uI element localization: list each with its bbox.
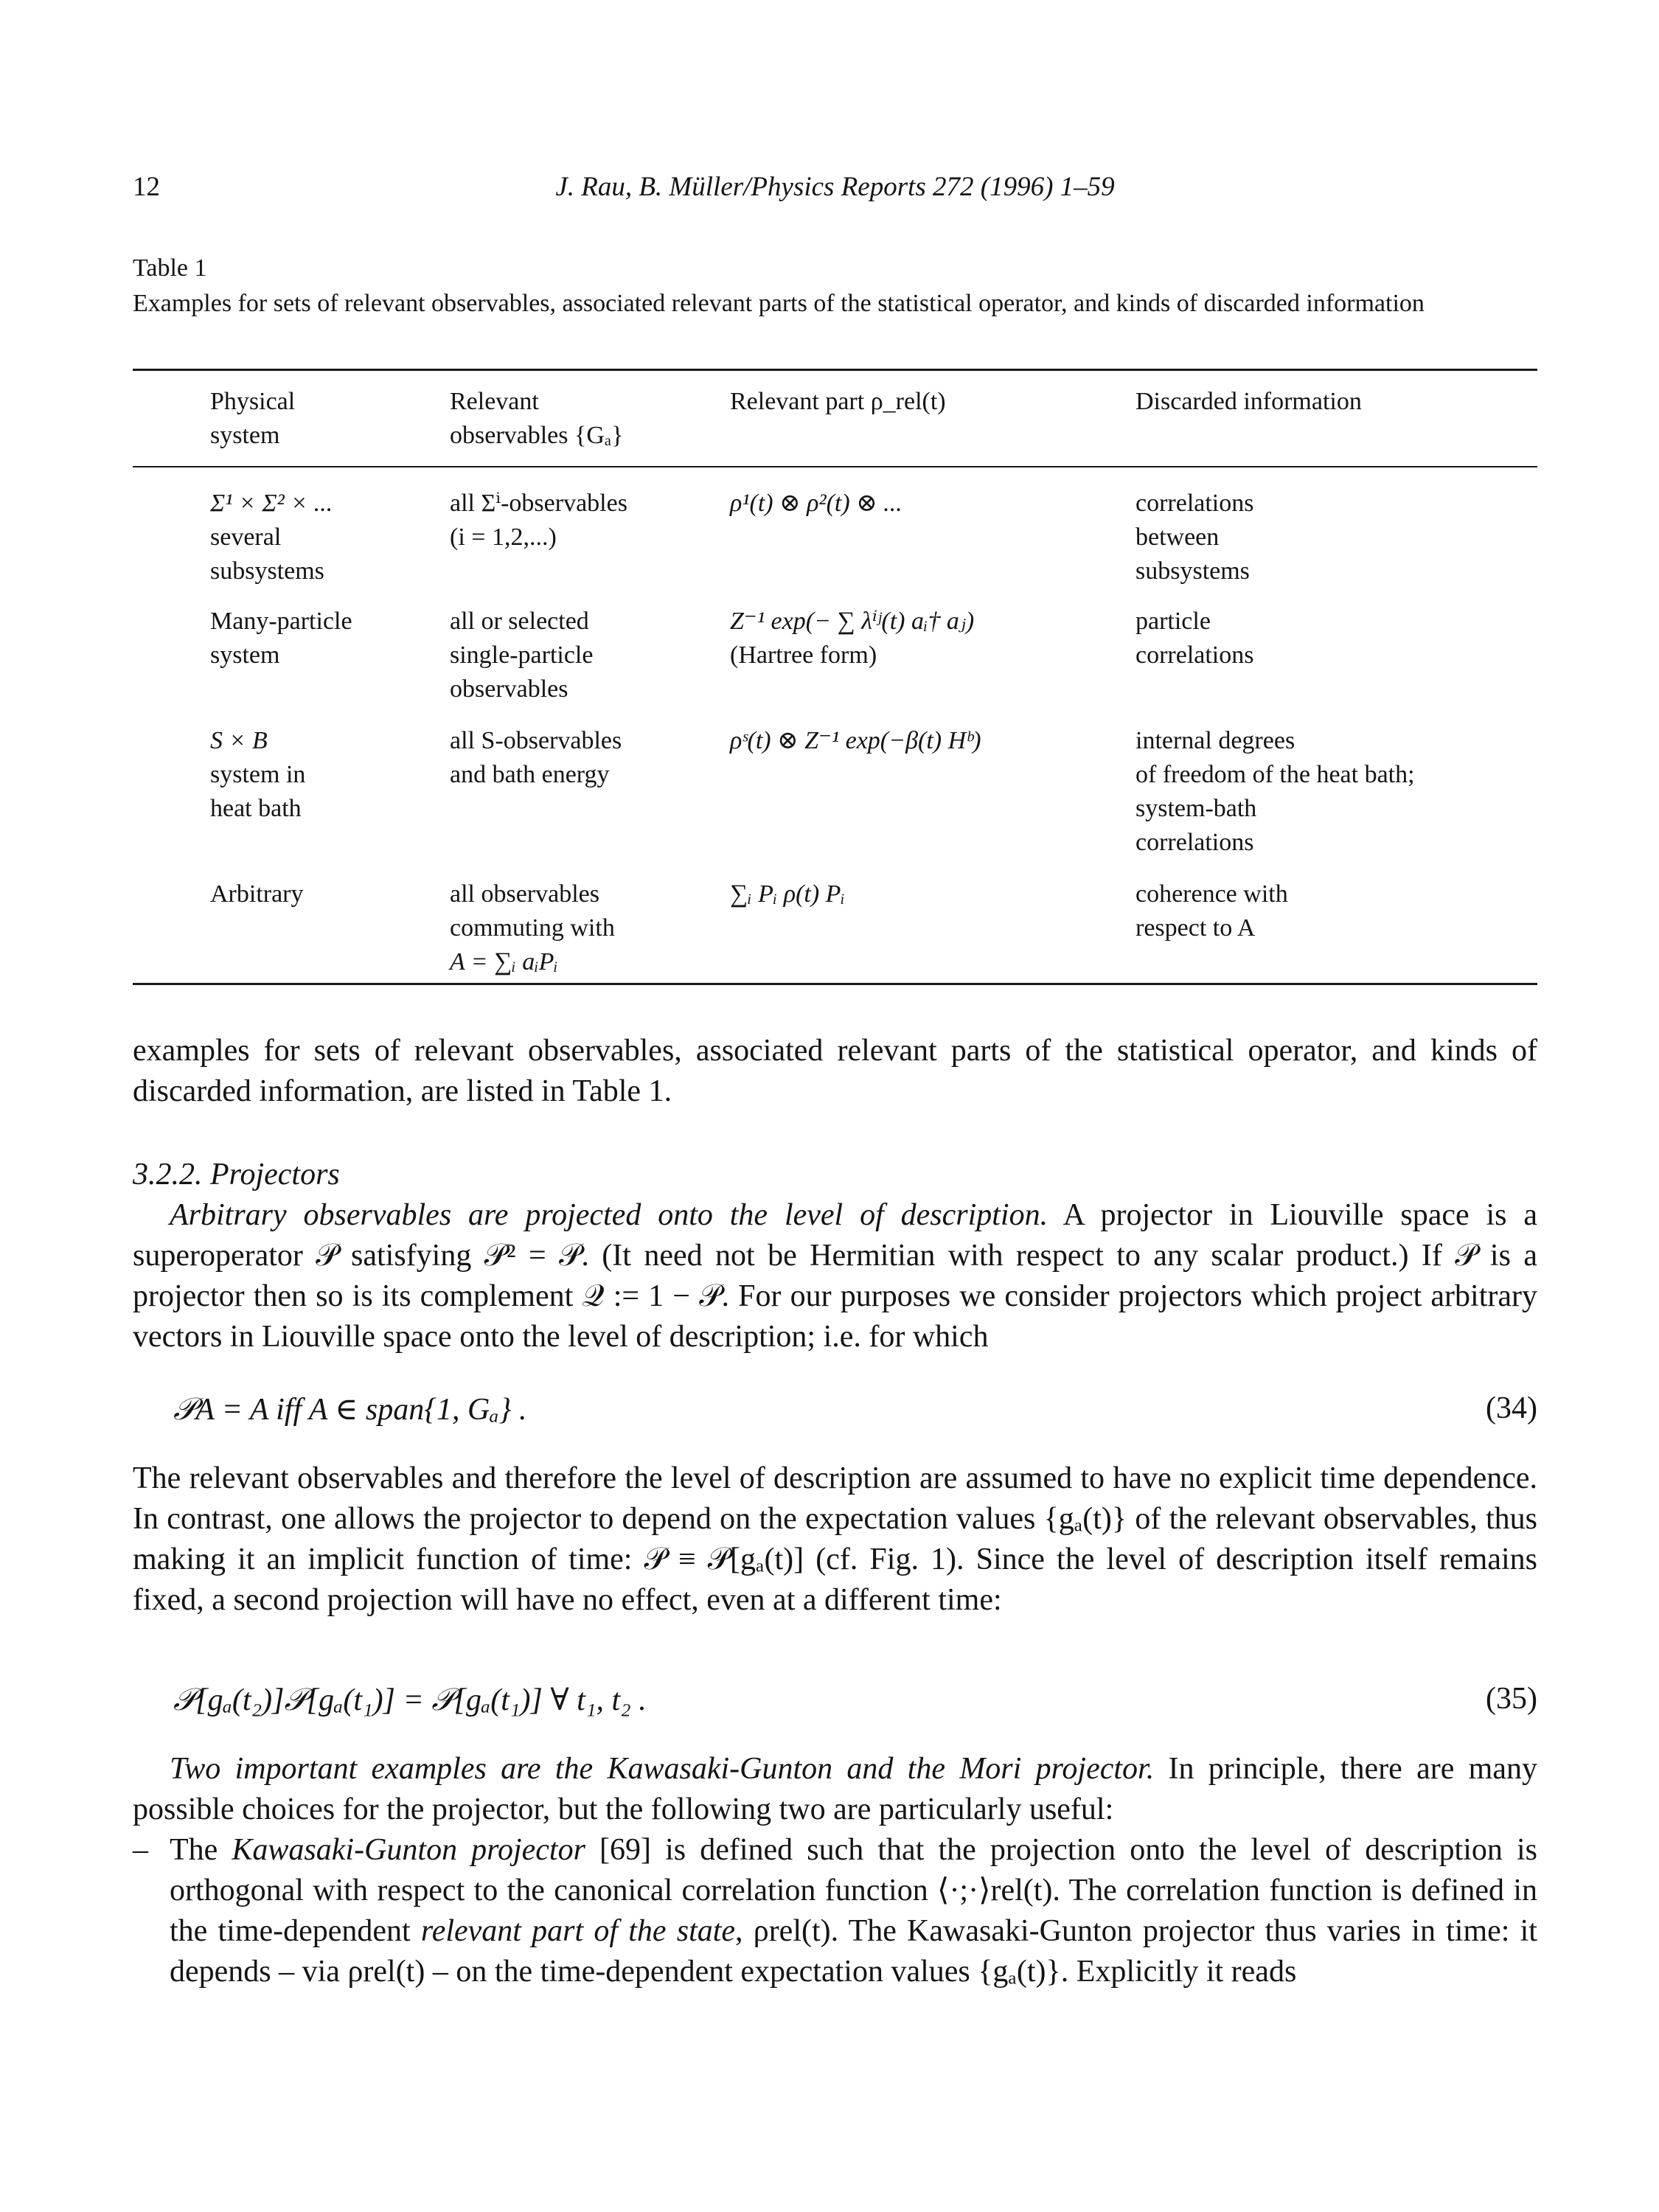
equation-35-expression: 𝒫[gₐ(t₂)]𝒫[gₐ(t₁)] = 𝒫[gₐ(t₁)] ∀ t₁, t₂ .	[173, 1683, 647, 1717]
section-heading: 3.2.2. Projectors	[133, 1158, 340, 1192]
page	[133, 0, 1537, 2212]
paragraph-time-dependence: The relevant observables and therefore the level of description are assumed to have no explicit time dependence. In contrast, one allows the projector to depend on the expectation values {gₐ(t)} of the relevant observables, thus making it an implicit function of time: 𝒫 ≡ 𝒫[gₐ(t)] (cf. Fig. 1). Since the level of description itself remains fixed, a second projection will have no effect, even at a different time:	[133, 1461, 1537, 1617]
cell-rho-rel: ∑ᵢ Pᵢ ρ(t) Pᵢ	[730, 880, 845, 908]
cell-discarded: coherence with respect to A	[1135, 880, 1288, 942]
list-item-kawasaki-gunton: – The Kawasaki-Gunton projector [69] is defined such that the projection onto the level of description is orthogonal with respect to the canonical correlation function ⟨·;·⟩rel(t). The correlation function is defined in the time-dependent relevant part of the state, ρrel(t). The Kawasaki-Gunton projector thus varies in time: it depends – via ρrel(t) – on the time-dependent expectation values {gₐ(t)}. Explicitly it reads	[133, 1830, 1537, 1992]
term-relevant-part: relevant part of the state	[420, 1914, 736, 1948]
body-section-1	[133, 1031, 1537, 1112]
cell-system: Σ¹ × Σ² × ... several subsystems	[210, 490, 333, 585]
cell-rho-rel: ρ¹(t) ⊗ ρ²(t) ⊗ ...	[730, 490, 902, 517]
paragraph-table-reference: examples for sets of relevant observables, associated relevant parts of the statistical operator, and kinds of discarded information, are listed in Table 1.	[133, 1034, 1537, 1108]
table-caption	[133, 251, 1537, 321]
table-bottom-rule	[133, 983, 1537, 985]
equation-34-expression: 𝒫A = A iff A ∈ span{1, Gₐ} .	[173, 1393, 527, 1427]
cell-system: Many-particle system	[210, 608, 352, 669]
equation-34-number: (34)	[1486, 1391, 1537, 1425]
page-header	[133, 171, 1537, 215]
cell-discarded: internal degrees of freedom of the heat bath; system-bath correlations	[1135, 727, 1415, 856]
term-kawasaki-gunton: Kawasaki-Gunton projector	[232, 1833, 585, 1867]
table-label: Table 1	[133, 254, 207, 282]
running-head: J. Rau, B. Müller/Physics Reports 272 (1996) 1–59	[555, 172, 1115, 202]
table-header-rule	[133, 466, 1537, 467]
cell-observables: all observables commuting with A = ∑ᵢ aᵢPᵢ	[450, 880, 615, 975]
cell-system: S × B system in heat bath	[210, 727, 306, 822]
cell-rho-rel: Z⁻¹ exp(− ∑ λⁱʲ(t) aᵢ† aⱼ) (Hartree form)	[730, 608, 975, 669]
cell-discarded: correlations between subsystems	[1135, 490, 1254, 585]
paragraph-lead: Arbitrary observables are projected onto the level of description.	[170, 1198, 1048, 1232]
body-section-2	[133, 1155, 1537, 1357]
header-relevant-part: Relevant part ρ_rel(t)	[730, 388, 946, 415]
equation-35	[133, 1681, 1537, 1725]
paragraph-lead: Two important examples are the Kawasaki-Gunton and the Mori projector.	[170, 1752, 1155, 1786]
body-section-3	[133, 1458, 1537, 1621]
cell-observables: all or selected single-particle observables	[450, 608, 594, 703]
page-number: 12	[133, 172, 160, 202]
paragraph-projectors: Arbitrary observables are projected onto the level of description. A projector in Liouville space is a superoperator 𝒫 satisfying 𝒫² = 𝒫. (It need not be Hermitian with respect to any scalar product.) If 𝒫 is a projector then so is its complement 𝒬 := 1 − 𝒫. For our purposes we consider projectors which project arbitrary vectors in Liouville space onto the level of description; i.e. for which	[133, 1198, 1538, 1354]
bullet-dash: –	[133, 1833, 148, 1867]
header-discarded-information: Discarded information	[1135, 388, 1362, 415]
table-top-rule	[133, 369, 1537, 371]
paragraph-examples: Two important examples are the Kawasaki-Gunton and the Mori projector. In principle, there are many possible choices for the projector, but the following two are particularly useful:	[133, 1752, 1537, 1826]
cell-observables: all S-observables and bath energy	[450, 727, 622, 788]
header-physical-system: Physical system	[210, 388, 296, 449]
cell-rho-rel: ρˢ(t) ⊗ Z⁻¹ exp(−β(t) Hᵇ)	[730, 727, 981, 754]
cell-discarded: particle correlations	[1135, 608, 1254, 669]
cell-system: Arbitrary	[210, 880, 304, 908]
equation-34	[133, 1391, 1537, 1435]
equation-35-number: (35)	[1486, 1682, 1537, 1716]
cell-observables: all Σⁱ-observables (i = 1,2,...)	[450, 490, 627, 551]
header-relevant-observables: Relevant observables {Gₐ}	[450, 388, 624, 449]
body-section-4	[133, 1749, 1537, 1992]
table-caption-text: Examples for sets of relevant observables, associated relevant parts of the statistical operator, and kinds of discarded information	[133, 290, 1425, 317]
